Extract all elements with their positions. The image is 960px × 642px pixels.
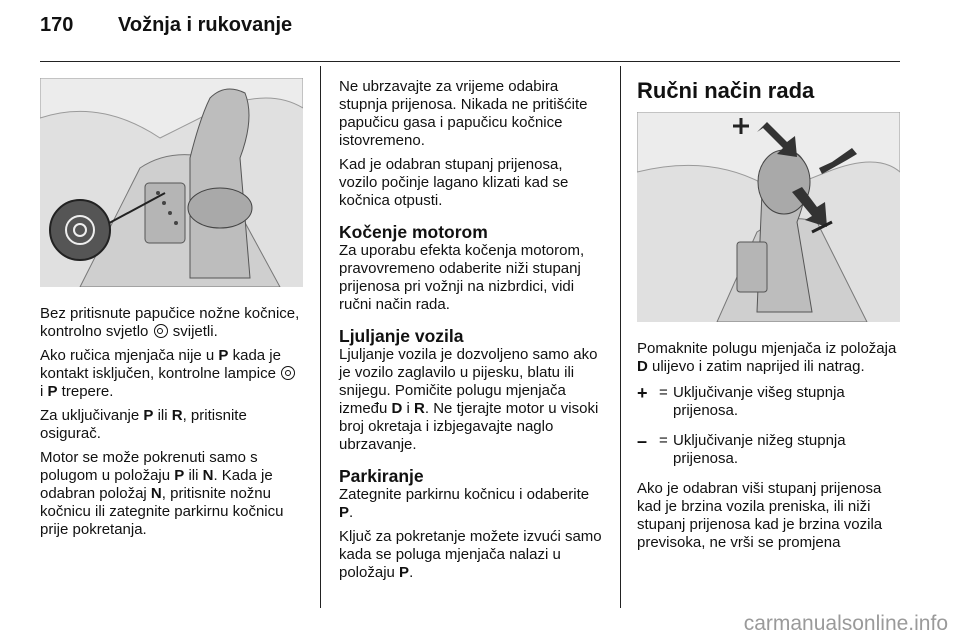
paragraph [339,486,604,522]
paragraph [40,305,302,341]
text: . [409,564,414,581]
equals-sign: = [659,432,668,449]
column-2-text [339,78,604,588]
text: ili [153,407,172,424]
paragraph [339,346,604,454]
minus-icon: – [637,431,648,451]
paragraph [40,407,302,443]
legend-text: Uključivanje višeg stupnja prijenosa. [673,384,845,419]
column-3 [637,78,900,104]
text: . Ne tjerajte motor u visoki broj okretaja i izbjegavajte naglo ubrzavanje. [339,400,599,453]
gear-selector-figure [40,78,303,287]
text: i [402,400,415,417]
text: trepere. [57,383,114,400]
text: i [40,383,48,400]
paragraph: Za uporabu efekta kočenja motorom, pravovremeno odaberite niži stupanj prijenosa pri vožnji na nizbrdici, vidi ručni način rada. [339,242,585,313]
column-1-text [40,305,302,545]
gear-selector-illustration [40,78,303,287]
legend-upshift [637,384,900,420]
gear-p: P [399,564,410,581]
text: Bez pritisnute papučice nožne kočnice, kontrolno svjetlo [40,305,300,340]
text: ili [184,467,203,484]
gear-p: P [174,467,185,484]
text: Ako ručica mjenjača nije u [40,347,219,364]
brake-pedal-lamp-icon [154,324,168,338]
equals-sign: = [659,384,668,401]
text: . Kada je odabran položaj [40,467,273,502]
text: Ljuljanje vozila je dozvoljeno samo ako je vozilo zaglavilo u pijesku, blatu ili snijegu. Pomičite polugu mjenjača između [339,346,598,417]
text: Za uključivanje [40,407,144,424]
gear-r: R [414,400,425,417]
gear-d: D [391,400,403,417]
text: Motor se može pokrenuti samo s polugom u položaju [40,449,258,484]
watermark: carmanualsonline.info [743,612,948,635]
paragraph [637,340,900,376]
column-divider-2 [620,66,621,608]
text: Zategnite parkirnu kočnicu i odaberite [339,486,590,503]
text: kada je kontakt isključen, kontrolne lampice [40,347,281,382]
gear-p: P [339,504,350,521]
text: , pritisnite osigurač. [40,407,247,442]
paragraph [40,347,302,401]
gear-d: D [637,358,648,375]
column-divider-1 [320,66,321,608]
gear-r: R [171,407,183,424]
gear-n: N [150,485,162,502]
paragraph [339,528,604,582]
paragraph [40,449,302,539]
text: svijetli. [168,323,218,340]
brake-pedal-lamp-icon [281,366,295,380]
paragraph: Ne ubrzavajte za vrijeme odabira stupnja prijenosa. Nikada ne pritišćite papučicu gasa i papučicu kočnice istovremeno. [339,78,588,149]
gear-p: P [143,407,154,424]
text: , pritisnite nožnu kočnicu ili zategnite parkirnu kočnicu prije pokretanja. [40,485,284,538]
gear-n: N [202,467,214,484]
heading-rocking: Ljuljanje vozila [339,326,464,346]
text: Ključ za pokretanje možete izvući samo kada se poluga mjenjača nalazi u položaju [339,528,602,581]
text: ulijevo i zatim naprijed ili natrag. [647,358,865,375]
column-3-text [637,340,900,558]
gear-p: P [218,347,229,364]
legend-downshift [637,432,900,468]
header-rule [40,61,900,62]
paragraph: Ako je odabran viši stupanj prijenosa kad je brzina vozila preniska, ili niži stupanj prijenosa kad je brzina vozila previsoka, ne vrši se promjena [637,480,883,551]
plus-icon: + [637,383,648,403]
page-number: 170 [40,14,74,36]
gear-p: P [47,383,58,400]
manual-shift-illustration [637,112,900,322]
paragraph: Kad je odabran stupanj prijenosa, vozilo počinje lagano klizati kad se kočnica otpusti. [339,156,569,209]
legend-text: Uključivanje nižeg stupnja prijenosa. [673,432,846,467]
heading-parking: Parkiranje [339,466,424,486]
text: . [349,504,354,521]
page-title: Vožnja i rukovanje [118,14,293,36]
heading-engine-braking: Kočenje motorom [339,222,488,242]
heading-manual-mode: Ručni način rada [637,78,815,103]
text: Pomaknite polugu mjenjača iz položaja [637,340,897,357]
manual-mode-figure [637,112,900,322]
